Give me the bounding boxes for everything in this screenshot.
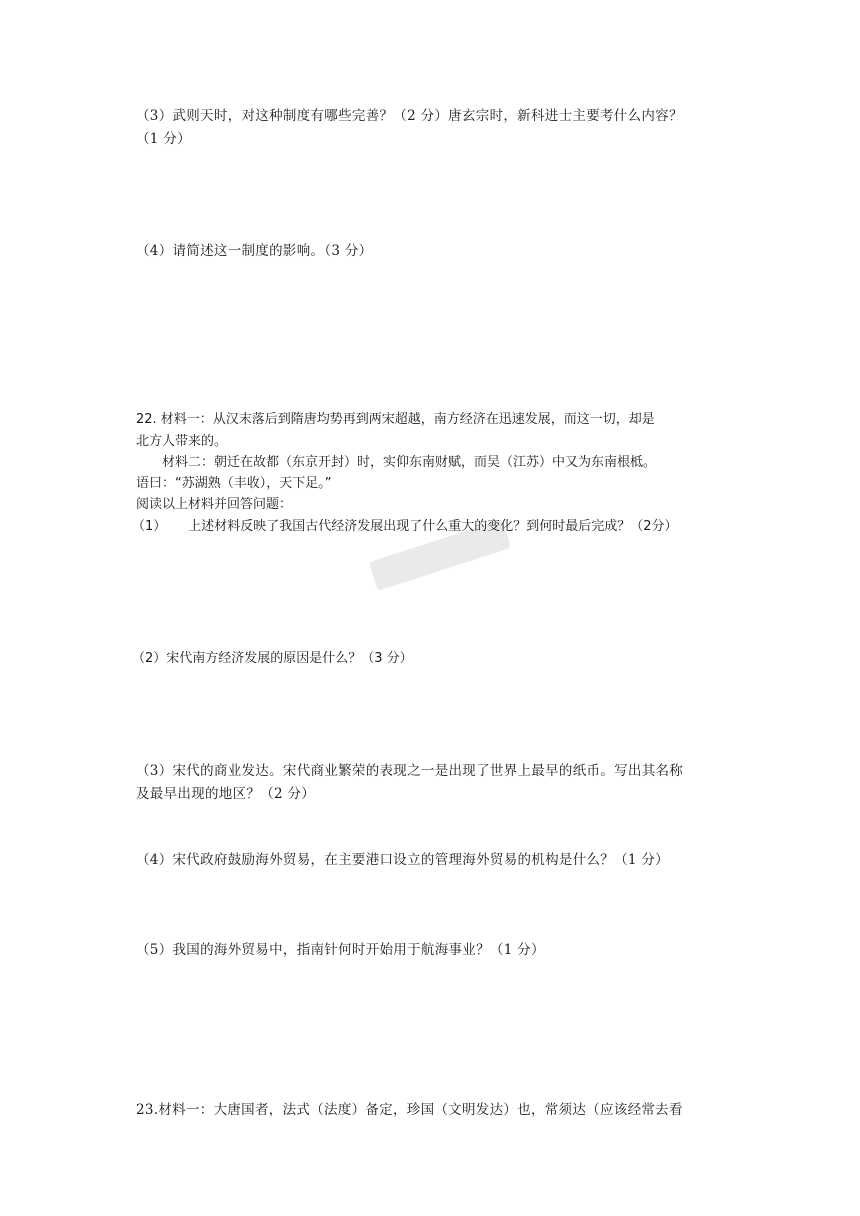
q21-part3-line1: （3）武则天时，对这种制度有哪些完善？（2 分）唐玄宗时，新科进士主要考什么内容？ <box>136 108 683 124</box>
q22-part1-text: 上述材料反映了我国古代经济发展出现了什么重大的变化？到何时最后完成？（2分） <box>188 519 678 534</box>
q21-part4: （4）请简述这一制度的影响。（3 分） <box>136 243 373 259</box>
q23-material1-line1: 23.材料一：大唐国者，法式（法度）备定，珍国（文明发达）也，常须达（应该经常去看 <box>136 1102 683 1118</box>
watermark-logo <box>353 497 527 613</box>
q22-material1-line2: 北方人带来的。 <box>136 434 228 449</box>
q21-part3-line2: （1 分） <box>136 131 191 147</box>
q22-material1-line1: 22. 材料一：从汉末落后到隋唐均势再到两宋超越，南方经济在迅速发展，而这一切，却是 <box>136 412 655 427</box>
q22-part4: （4）宋代政府鼓励海外贸易，在主要港口设立的管理海外贸易的机构是什么？（1 分） <box>136 852 669 868</box>
q22-part3-line2: 及最早出现的地区？（2 分） <box>136 786 316 802</box>
q22-part3-line1: （3）宋代的商业发达。宋代商业繁荣的表现之一是出现了世界上最早的纸币。写出其名称 <box>136 763 684 779</box>
q22-part2: （2）宋代南方经济发展的原因是什么？（3 分） <box>132 651 413 666</box>
q22-material2-line2: 语曰：“苏湖熟（丰收），天下足。” <box>136 476 332 491</box>
q22-part1-number: （1） <box>132 519 167 534</box>
q22-part5: （5）我国的海外贸易中，指南针何时开始用于航海事业？（1 分） <box>136 942 545 958</box>
q22-instruction: 阅读以上材料并回答问题： <box>136 497 293 512</box>
q22-material2-line1: 材料二：朝迁在故都（东京开封）时，实仰东南财赋，而吴（江苏）中又为东南根柢。 <box>162 455 657 470</box>
